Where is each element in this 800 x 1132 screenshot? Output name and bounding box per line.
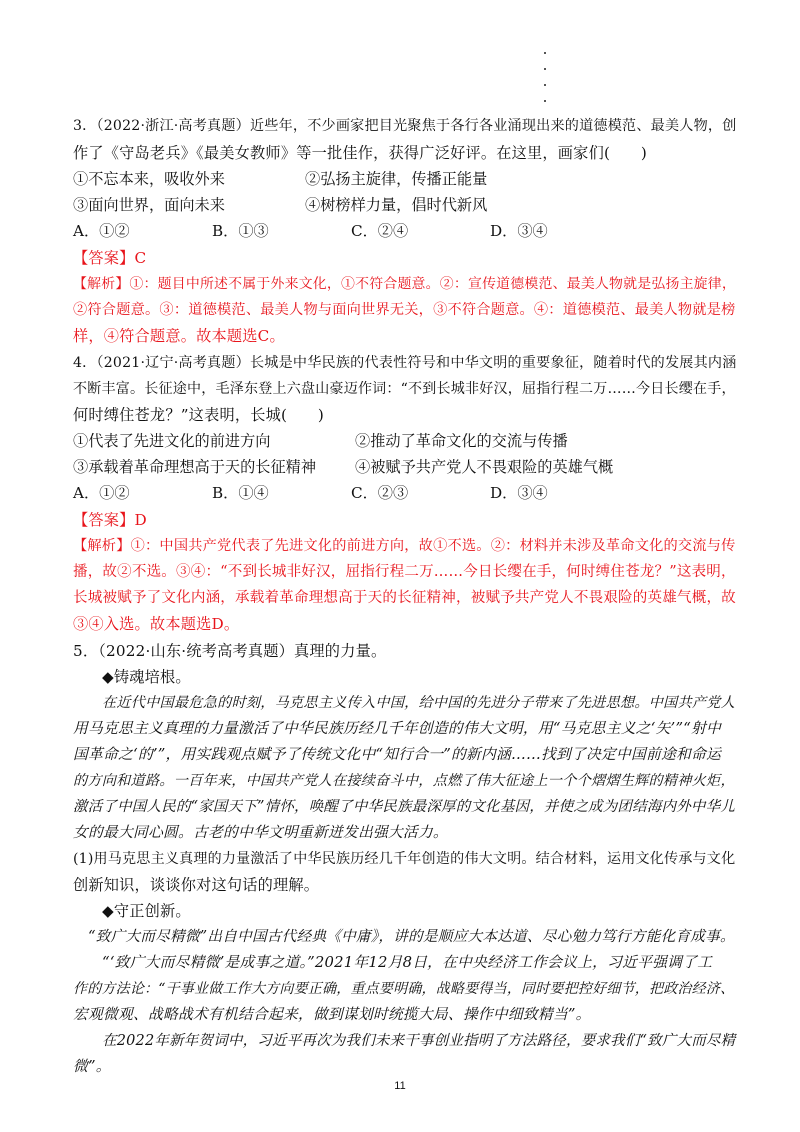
page-number: 11 [394, 1080, 406, 1092]
q4-choice-b: B．①④ [212, 484, 269, 502]
q5-subheading-2: ◆守正创新。 [102, 902, 191, 920]
q5-material-line-8: “‘致广大而尽精微’是成事之道。”2021年12月8日，在中央经济工作会议上，习近平强调了工 [102, 954, 713, 971]
q5-material-line-9: 作的方法论：“干事业做工作大方向要正确，重点要明确，战略要得当，同时要把控好细节，把政治经济、 [73, 981, 735, 997]
q4-option-3: ③承载着革命理想高于天的长征精神 [73, 458, 316, 476]
q5-subheading-1: ◆铸魂培根。 [102, 668, 191, 686]
q3-choice-c: C．②④ [351, 222, 409, 240]
q4-stem-line-1: 4．（2021·辽宁·高考真题）长城是中华民族的代表性符号和中华文明的重要象征，随着时代的发展其内涵 [73, 355, 737, 371]
q5-material-line-3: 国革命之‘的’”，用实践观点赋予了传统文化中“知行合一”的新内涵……找到了决定中国前途和命运 [73, 746, 721, 763]
q3-option-3: ③面向世界，面向未来 [73, 196, 225, 214]
q4-choice-c: C．②③ [351, 484, 409, 502]
q5-material-line-7: “致广大而尽精微”出自中国古代经典《中庸》，讲的是顺应大本达道、尽心勉力笃行方能化育成事。 [88, 928, 735, 945]
q3-option-1: ①不忘本来，吸收外来 [73, 170, 225, 188]
q5-material-line-5: 激活了中国人民的“家国天下”情怀，唤醒了中华民族最深厚的文化基因，并使之成为团结海内外中华儿 [73, 799, 736, 815]
q3-analysis-line-3: 样，④符合题意。故本题选C。 [73, 327, 285, 345]
q3-option-4: ④树榜样力量，倡时代新风 [305, 196, 488, 214]
q5-material-line-11: 在2022年新年贺词中，习近平再次为我们未来干事创业指明了方法路径，要求我们“致广大而尽精 [102, 1033, 736, 1049]
q5-material-line-6: 女的最大同心圆。古老的中华文明重新迸发出强大活力。 [73, 824, 448, 841]
q4-analysis-line-3: 长城被赋予了文化内涵，承载着革命理想高于天的长征精神，被赋予共产党人不畏艰险的英雄气概，故 [73, 590, 736, 606]
q4-analysis-line-4: ③④入选。故本题选D。 [73, 615, 240, 633]
q5-material-line-2: 用马克思主义真理的力量激活了中华民族历经几千年创造的伟大文明，用“马克思主义之‘矢’”“射中 [73, 720, 721, 737]
q4-stem-line-3: 何时缚住苍龙？”这表明，长城( ) [73, 406, 325, 424]
q3-choice-d: D．③④ [490, 222, 548, 240]
q3-choice-a: A．①② [73, 222, 130, 240]
q3-stem-line-1: 3．（2022·浙江·高考真题）近些年，不少画家把目光聚焦于各行各业涌现出来的道德模范、最美人物，创 [73, 118, 737, 134]
q4-analysis-line-2: 播，故②不选。③④：“不到长城非好汉，屈指行程二万……今日长缨在手，何时缚住苍龙？”这表明， [73, 564, 736, 580]
q3-answer: 【答案】C [73, 249, 147, 267]
q4-option-1: ①代表了先进文化的前进方向 [73, 432, 271, 450]
q4-answer: 【答案】D [73, 511, 147, 529]
q4-analysis-line-1: 【解析】①：中国共产党代表了先进文化的前进方向，故①不选。②：材料并未涉及革命文化的交流与传 [73, 538, 736, 554]
q3-option-2: ②弘扬主旋律，传播正能量 [305, 170, 488, 188]
q5-question-1-line-1: (1)用马克思主义真理的力量激活了中华民族历经几千年创造的伟大文明。结合材料，运用文化传承与文化 [73, 851, 736, 867]
q5-material-line-12: 微”。 [73, 1058, 111, 1075]
q5-material-line-10: 宏观微观、战略战术有机结合起来，做到谋划时统揽大局、操作中细致精当”。 [73, 1006, 591, 1023]
q3-analysis-line-2: ②符合题意。③：道德模范、最美人物与面向世界无关，③不符合题意。④：道德模范、最美人物就是榜 [73, 302, 736, 318]
q3-analysis-line-1: 【解析】①：题目中所述不属于外来文化，①不符合题意。②：宣传道德模范、最美人物就是弘扬主旋律， [73, 276, 736, 292]
q4-stem-line-2: 不断丰富。长征途中，毛泽东登上六盘山豪迈作词：“不到长城非好汉，屈指行程二万……今日长缨在手， [73, 381, 736, 397]
q4-option-4: ④被赋予共产党人不畏艰险的英雄气概 [355, 458, 614, 476]
q5-material-line-1: 在近代中国最危急的时刻，马克思主义传入中国，给中国的先进分子带来了先进思想。中国共产党人 [102, 695, 736, 711]
decorative-dots [540, 52, 552, 112]
q5-question-1-line-2: 创新知识，谈谈你对这句话的理解。 [73, 876, 320, 894]
q4-choice-a: A．①② [73, 484, 130, 502]
q3-stem-line-2: 作了《守岛老兵》《最美女教师》等一批佳作，获得广泛好评。在这里，画家们( ) [73, 144, 647, 162]
q4-choice-d: D．③④ [490, 484, 548, 502]
q5-stem: 5．（2022·山东·统考高考真题）真理的力量。 [73, 642, 387, 660]
q5-material-line-4: 的方向和道路。一百年来，中国共产党人在接续奋斗中，点燃了伟大征途上一个个熠熠生辉的精神火炬， [73, 773, 735, 789]
q3-choice-b: B．①③ [212, 222, 269, 240]
q4-option-2: ②推动了革命文化的交流与传播 [355, 432, 568, 450]
